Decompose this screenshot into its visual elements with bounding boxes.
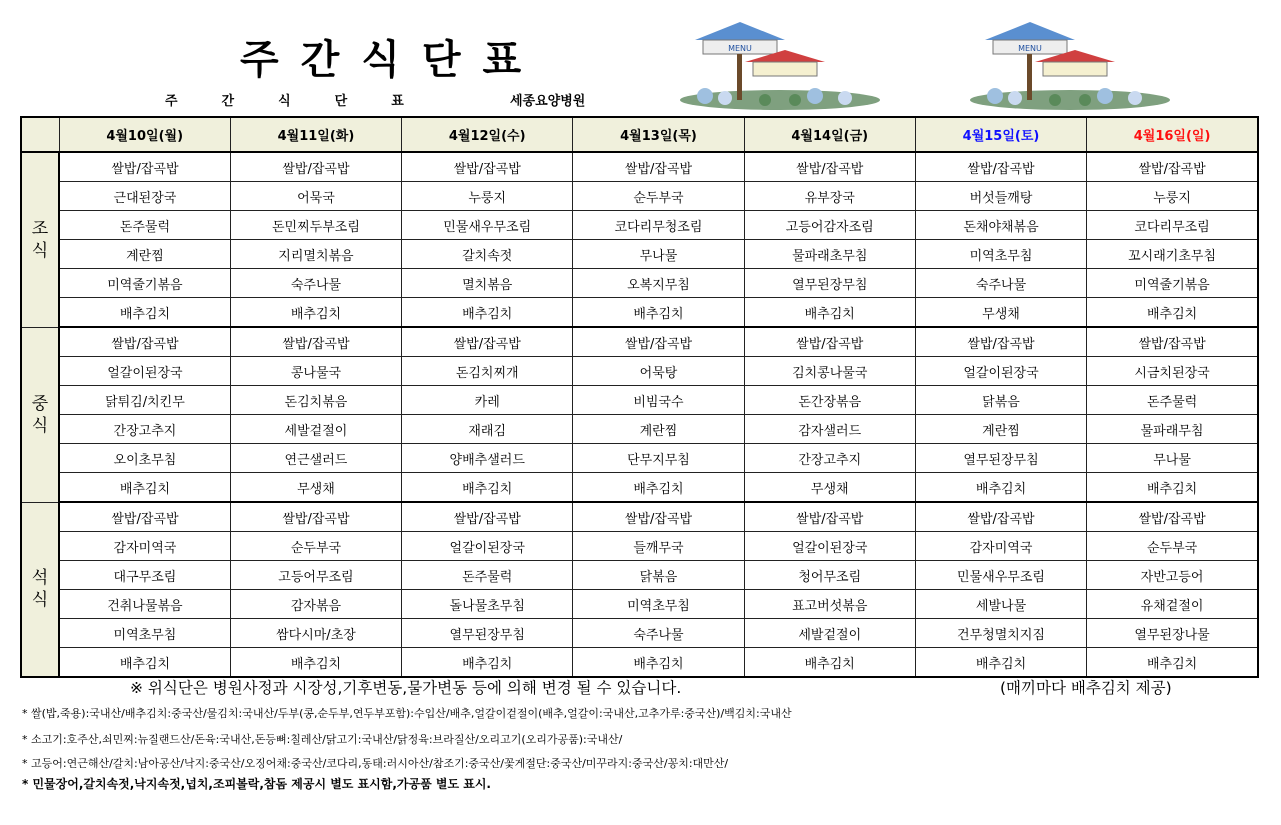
menu-item: 열무된장무침 <box>402 619 573 648</box>
meal-row <box>21 357 1258 386</box>
menu-item: 누룽지 <box>402 182 573 211</box>
menu-item: 무생채 <box>744 473 915 503</box>
origin-note: * 쌀(밥,죽용):국내산/배추김치:중국산/물김치:국내산/두부(콩,순두부,연두부포함):수입산/배추,얼갈이겉절이(배추,얼갈이:국내산,고추가루:중국산)/백김치:국내산 <box>22 707 792 720</box>
meal-row <box>21 269 1258 298</box>
menu-item: 쌀밥/잡곡밥 <box>230 502 401 532</box>
menu-item: 유채겉절이 <box>1087 590 1258 619</box>
menu-item: 갈치속젓 <box>402 240 573 269</box>
menu-item: 재래김 <box>402 415 573 444</box>
menu-item: 지리멸치볶음 <box>230 240 401 269</box>
menu-item: 코다리무조림 <box>1087 211 1258 240</box>
menu-item: 쌀밥/잡곡밥 <box>915 152 1086 182</box>
house-illustration-right <box>955 22 1185 112</box>
menu-item: 쌀밥/잡곡밥 <box>230 152 401 182</box>
menu-item: 감자미역국 <box>59 532 230 561</box>
meal-row <box>21 386 1258 415</box>
menu-item: 배추김치 <box>573 298 744 328</box>
header-row <box>21 117 1258 152</box>
day-header: 4월10일(월) <box>59 117 230 152</box>
menu-item: 닭볶음 <box>573 561 744 590</box>
menu-item: 숙주나물 <box>915 269 1086 298</box>
menu-item: 쌀밥/잡곡밥 <box>915 502 1086 532</box>
origin-note-bold: * 민물장어,갈치속젓,낙지속젓,넙치,조피볼락,참돔 제공시 별도 표시함,가공품 별도 표시. <box>22 777 491 791</box>
notice-kimchi: (매끼마다 배추김치 제공) <box>1000 679 1172 697</box>
menu-item: 배추김치 <box>402 473 573 503</box>
menu-item: 배추김치 <box>402 648 573 678</box>
menu-item: 계란찜 <box>573 415 744 444</box>
menu-item: 얼갈이된장국 <box>744 532 915 561</box>
meal-row <box>21 473 1258 503</box>
corner-cell <box>21 117 59 152</box>
menu-item: 쌀밥/잡곡밥 <box>744 152 915 182</box>
menu-item: 배추김치 <box>402 298 573 328</box>
menu-item: 무나물 <box>573 240 744 269</box>
menu-item: 비빔국수 <box>573 386 744 415</box>
menu-item: 콩나물국 <box>230 357 401 386</box>
menu-item: 누룽지 <box>1087 182 1258 211</box>
menu-item: 쌀밥/잡곡밥 <box>573 327 744 357</box>
menu-item: 단무지무침 <box>573 444 744 473</box>
menu-item: 물파래무침 <box>1087 415 1258 444</box>
menu-item: 꼬시래기초무침 <box>1087 240 1258 269</box>
meal-row <box>21 502 1258 532</box>
meal-row <box>21 182 1258 211</box>
meal-row <box>21 327 1258 357</box>
menu-item: 배추김치 <box>915 473 1086 503</box>
menu-item: 쌀밥/잡곡밥 <box>1087 502 1258 532</box>
menu-item: 표고버섯볶음 <box>744 590 915 619</box>
day-header: 4월11일(화) <box>230 117 401 152</box>
menu-item: 어묵탕 <box>573 357 744 386</box>
menu-item: 돈주물럭 <box>1087 386 1258 415</box>
menu-item: 미역초무침 <box>915 240 1086 269</box>
menu-item: 배추김치 <box>915 648 1086 678</box>
origin-note: * 고등어:연근해산/갈치:남아공산/낙지:중국산/오징어채:중국산/코다리,동태:러시아산/참조기:중국산/꽃게절단:중국산/미꾸라지:중국산/꽁치:대만산/ <box>22 757 729 770</box>
menu-item: 카레 <box>402 386 573 415</box>
menu-item: 쌀밥/잡곡밥 <box>402 327 573 357</box>
menu-item: 건무청멸치지짐 <box>915 619 1086 648</box>
menu-item: 배추김치 <box>59 648 230 678</box>
day-header: 4월13일(목) <box>573 117 744 152</box>
menu-item: 배추김치 <box>230 298 401 328</box>
menu-item: 청어무조림 <box>744 561 915 590</box>
menu-item: 간장고추지 <box>744 444 915 473</box>
menu-item: 세발겉절이 <box>230 415 401 444</box>
menu-item: 고등어감자조림 <box>744 211 915 240</box>
meal-row <box>21 532 1258 561</box>
menu-item: 시금치된장국 <box>1087 357 1258 386</box>
menu-item: 양배추샐러드 <box>402 444 573 473</box>
menu-item: 얼갈이된장국 <box>915 357 1086 386</box>
menu-item: 무생채 <box>230 473 401 503</box>
menu-item: 순두부국 <box>230 532 401 561</box>
menu-item: 배추김치 <box>1087 298 1258 328</box>
house-illustration-left <box>665 22 895 112</box>
menu-item: 쌀밥/잡곡밥 <box>573 152 744 182</box>
menu-item: 돈민찌두부조림 <box>230 211 401 240</box>
menu-item: 미역초무침 <box>59 619 230 648</box>
menu-item: 얼갈이된장국 <box>59 357 230 386</box>
menu-item: 쌀밥/잡곡밥 <box>573 502 744 532</box>
menu-item: 미역줄기볶음 <box>59 269 230 298</box>
menu-item: 대구무조림 <box>59 561 230 590</box>
menu-item: 자반고등어 <box>1087 561 1258 590</box>
menu-item: 간장고추지 <box>59 415 230 444</box>
menu-item: 배추김치 <box>744 648 915 678</box>
menu-item: 고등어무조림 <box>230 561 401 590</box>
meal-row <box>21 152 1258 182</box>
menu-item: 쌀밥/잡곡밥 <box>59 502 230 532</box>
notice-text: ※ 위식단은 병원사정과 시장성,기후변동,물가변동 등에 의해 변경 될 수 있습니다. <box>130 679 682 697</box>
menu-item: 열무된장나물 <box>1087 619 1258 648</box>
page-title: 주간식단표 <box>240 37 544 83</box>
meal-row <box>21 298 1258 328</box>
menu-item: 순두부국 <box>1087 532 1258 561</box>
menu-item: 어묵국 <box>230 182 401 211</box>
day-header-saturday: 4월15일(토) <box>915 117 1086 152</box>
menu-item: 쌀밥/잡곡밥 <box>230 327 401 357</box>
menu-item: 쌀밥/잡곡밥 <box>402 502 573 532</box>
menu-item: 배추김치 <box>1087 648 1258 678</box>
meal-row <box>21 590 1258 619</box>
menu-item: 돈채야채볶음 <box>915 211 1086 240</box>
menu-item: 숙주나물 <box>230 269 401 298</box>
menu-item: 무나물 <box>1087 444 1258 473</box>
menu-item: 배추김치 <box>1087 473 1258 503</box>
meal-label: 조 식 <box>21 152 59 327</box>
menu-item: 감자미역국 <box>915 532 1086 561</box>
menu-item: 닭볶음 <box>915 386 1086 415</box>
menu-item: 배추김치 <box>59 473 230 503</box>
menu-item: 쌀밥/잡곡밥 <box>1087 152 1258 182</box>
meal-row <box>21 211 1258 240</box>
meal-row <box>21 561 1258 590</box>
menu-item: 얼갈이된장국 <box>402 532 573 561</box>
menu-item: 버섯들깨탕 <box>915 182 1086 211</box>
menu-item: 열무된장무침 <box>915 444 1086 473</box>
menu-item: 배추김치 <box>230 648 401 678</box>
menu-item: 들깨무국 <box>573 532 744 561</box>
menu-item: 계란찜 <box>915 415 1086 444</box>
menu-item: 건취나물볶음 <box>59 590 230 619</box>
meal-label: 중 식 <box>21 327 59 502</box>
menu-item: 감자샐러드 <box>744 415 915 444</box>
menu-item: 쌀밥/잡곡밥 <box>59 327 230 357</box>
meal-row <box>21 415 1258 444</box>
menu-item: 쌀밥/잡곡밥 <box>744 502 915 532</box>
origin-note: * 소고기:호주산,쇠민찌:뉴질랜드산/돈육:국내산,돈등뼈:칠레산/닭고기:국내산/닭정육:브라질산/오리고기(오리가공품):국내산/ <box>22 733 623 746</box>
menu-item: 민물새우무조림 <box>402 211 573 240</box>
menu-item: 닭튀김/치킨무 <box>59 386 230 415</box>
menu-item: 돈간장볶음 <box>744 386 915 415</box>
menu-item: 쌀밥/잡곡밥 <box>402 152 573 182</box>
meal-label: 석 식 <box>21 502 59 677</box>
menu-item: 감자볶음 <box>230 590 401 619</box>
meal-row <box>21 648 1258 678</box>
hospital-name: 세종요양병원 <box>510 94 586 109</box>
menu-item: 김치콩나물국 <box>744 357 915 386</box>
menu-item: 쌈다시마/초장 <box>230 619 401 648</box>
menu-item: 세발나물 <box>915 590 1086 619</box>
house-sign: MENU <box>1018 44 1042 53</box>
menu-item: 돈김치볶음 <box>230 386 401 415</box>
menu-item: 쌀밥/잡곡밥 <box>1087 327 1258 357</box>
menu-item: 배추김치 <box>573 473 744 503</box>
menu-item: 열무된장무침 <box>744 269 915 298</box>
menu-item: 오이초무침 <box>59 444 230 473</box>
meal-row <box>21 444 1258 473</box>
house-sign: MENU <box>728 44 752 53</box>
menu-item: 근대된장국 <box>59 182 230 211</box>
menu-item: 민물새우무조림 <box>915 561 1086 590</box>
menu-item: 돈주물럭 <box>59 211 230 240</box>
menu-item: 배추김치 <box>744 298 915 328</box>
menu-item: 돈주물럭 <box>402 561 573 590</box>
menu-item: 멸치볶음 <box>402 269 573 298</box>
menu-item: 연근샐러드 <box>230 444 401 473</box>
menu-item: 돌나물초무침 <box>402 590 573 619</box>
page-subtitle: 주간식단표 <box>165 94 448 109</box>
menu-item: 쌀밥/잡곡밥 <box>915 327 1086 357</box>
menu-item: 미역줄기볶음 <box>1087 269 1258 298</box>
menu-item: 배추김치 <box>573 648 744 678</box>
menu-item: 숙주나물 <box>573 619 744 648</box>
day-header: 4월12일(수) <box>402 117 573 152</box>
menu-item: 쌀밥/잡곡밥 <box>59 152 230 182</box>
weekly-menu-table <box>20 116 1259 678</box>
menu-item: 쌀밥/잡곡밥 <box>744 327 915 357</box>
menu-item: 순두부국 <box>573 182 744 211</box>
menu-item: 오복지무침 <box>573 269 744 298</box>
menu-item: 계란찜 <box>59 240 230 269</box>
day-header: 4월14일(금) <box>744 117 915 152</box>
menu-item: 미역초무침 <box>573 590 744 619</box>
day-header-sunday: 4월16일(일) <box>1087 117 1258 152</box>
menu-item: 배추김치 <box>59 298 230 328</box>
menu-item: 물파래초무침 <box>744 240 915 269</box>
menu-item: 코다리무청조림 <box>573 211 744 240</box>
menu-item: 무생채 <box>915 298 1086 328</box>
menu-item: 유부장국 <box>744 182 915 211</box>
meal-row <box>21 240 1258 269</box>
menu-item: 돈김치찌개 <box>402 357 573 386</box>
menu-item: 세발겉절이 <box>744 619 915 648</box>
meal-row <box>21 619 1258 648</box>
